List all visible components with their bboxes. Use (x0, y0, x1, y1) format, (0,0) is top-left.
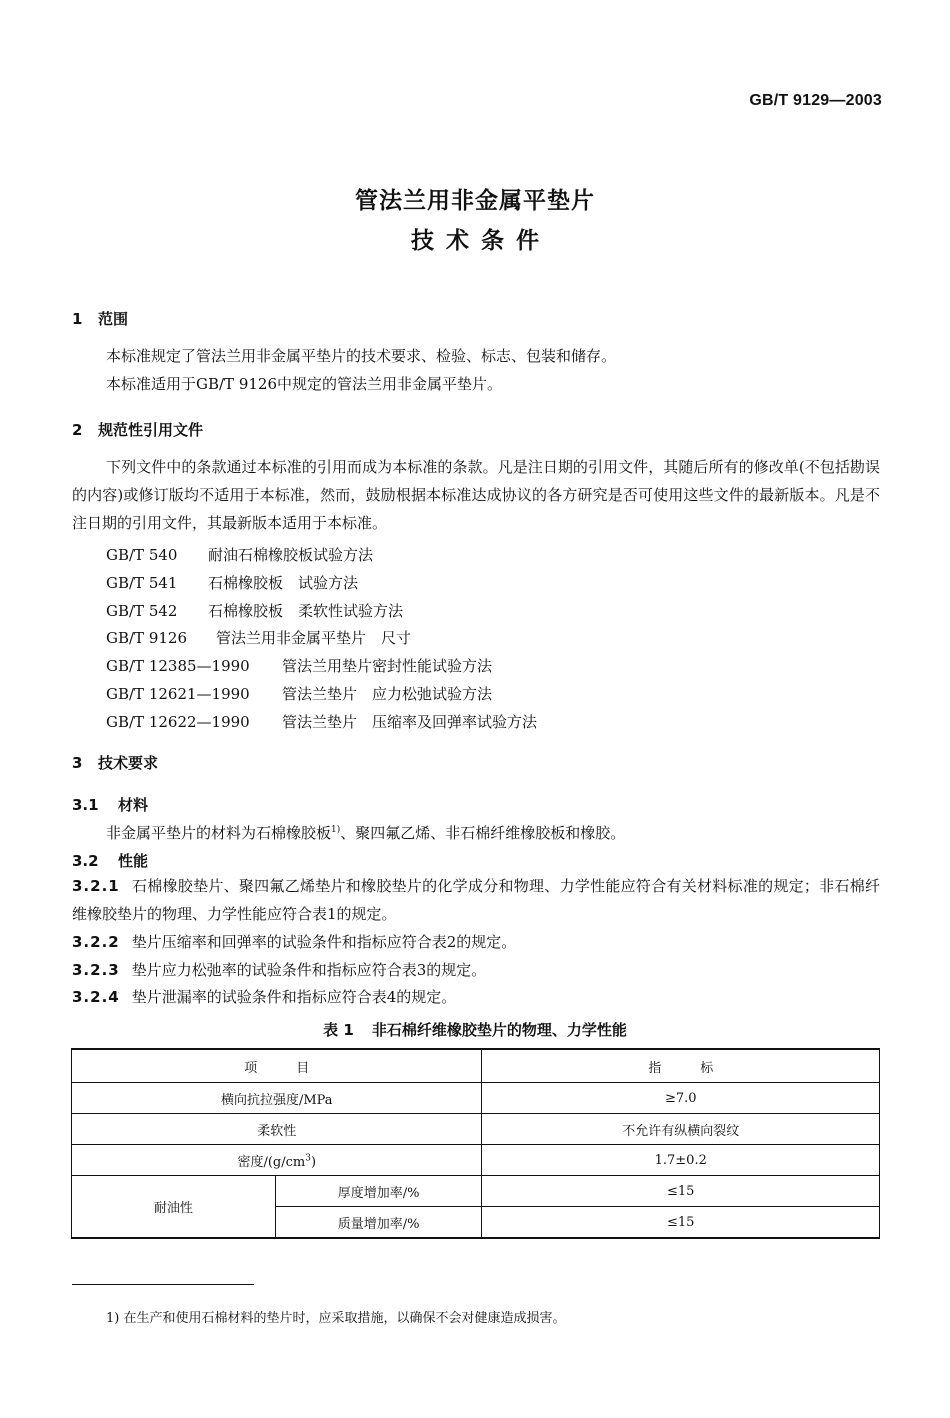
row-value: ≤15 (482, 1176, 880, 1207)
table-row (72, 1145, 880, 1176)
table-title: 非石棉纤维橡胶垫片的物理、力学性能 (371, 1021, 627, 1039)
document-subtitle: 技术条件 (411, 228, 551, 254)
row-item (72, 1145, 482, 1176)
row-item: 横向抗拉强度/MPa (72, 1083, 482, 1114)
density-label-end: ) (310, 1154, 317, 1170)
row-value: 不允许有纵横向裂纹 (482, 1114, 880, 1145)
footnote-marker: 1) (331, 825, 341, 835)
reference-title: 管法兰用非金属平垫片 尺寸 (216, 629, 412, 647)
reference-title: 石棉橡胶板 试验方法 (208, 574, 359, 592)
subsection-3-1-heading (72, 794, 148, 815)
clause-text: 垫片应力松弛率的试验条件和指标应符合表3的规定。 (131, 961, 487, 979)
table-header-row (72, 1049, 880, 1083)
reference-item (106, 544, 373, 565)
clause-3-2-3 (72, 956, 880, 984)
section-2-heading (72, 419, 203, 440)
subsection-3-2-heading (72, 850, 148, 871)
reference-code: GB/T 542 (106, 602, 178, 620)
section-1-paragraph-2: 本标准适用于GB/T 9126中规定的管法兰用非金属平垫片。 (106, 375, 503, 393)
table-row (72, 1114, 880, 1145)
reference-title: 管法兰用垫片密封性能试验方法 (282, 657, 493, 675)
row-item: 柔软性 (72, 1114, 482, 1145)
section-1-heading (72, 308, 128, 329)
reference-item (106, 572, 358, 593)
reference-item (106, 627, 411, 648)
row-value: ≤15 (482, 1207, 880, 1239)
subsection-3-1-text (106, 816, 625, 847)
clause-number: 3.2.1 (72, 877, 120, 895)
table-1-caption (0, 1019, 950, 1040)
reference-code: GB/T 12385—1990 (106, 657, 250, 675)
row-value: 1.7±0.2 (482, 1145, 880, 1176)
section-3-heading (72, 752, 158, 773)
reference-title: 耐油石棉橡胶板试验方法 (208, 546, 374, 564)
table-row (72, 1176, 880, 1207)
standard-code: GB/T 9129—2003 (749, 92, 882, 109)
reference-item (106, 655, 492, 676)
table-row (72, 1083, 880, 1114)
clause-number: 3.2.2 (72, 933, 120, 951)
section-title: 技术要求 (98, 754, 159, 772)
reference-code: GB/T 12621—1990 (106, 685, 250, 703)
table-label: 表 1 (323, 1021, 354, 1039)
column-header-index: 指 标 (482, 1049, 880, 1083)
reference-code: GB/T 540 (106, 546, 178, 564)
section-title: 规范性引用文件 (98, 421, 204, 439)
reference-code: GB/T 12622—1990 (106, 713, 250, 731)
clause-number: 3.2.4 (72, 988, 120, 1006)
reference-item (106, 683, 492, 704)
subsection-number: 3.2 (72, 852, 99, 870)
row-value: ≥7.0 (482, 1083, 880, 1114)
column-header-item: 项 目 (72, 1049, 482, 1083)
reference-title: 管法兰垫片 应力松弛试验方法 (282, 685, 493, 703)
clause-number: 3.2.3 (72, 961, 120, 979)
section-number: 3 (72, 754, 83, 772)
subsection-number: 3.1 (72, 796, 99, 814)
clause-text: 垫片压缩率和回弹率的试验条件和指标应符合表2的规定。 (131, 933, 517, 951)
reference-title: 管法兰垫片 压缩率及回弹率试验方法 (282, 713, 538, 731)
document-title: 管法兰用非金属平垫片 (355, 188, 595, 214)
section-1-paragraph-1: 本标准规定了管法兰用非金属平垫片的技术要求、检验、标志、包装和储存。 (106, 347, 617, 365)
section-number: 2 (72, 421, 83, 439)
section-2-paragraph (72, 453, 880, 537)
row-item: 厚度增加率/% (275, 1176, 482, 1207)
section-title: 范围 (98, 310, 129, 328)
subsection-title: 材料 (118, 796, 149, 814)
clause-3-2-4 (72, 983, 880, 1011)
reference-code: GB/T 541 (106, 574, 178, 592)
table-1 (71, 1048, 880, 1239)
section-number: 1 (72, 310, 83, 328)
clause-text: 垫片泄漏率的试验条件和指标应符合表4的规定。 (131, 988, 457, 1006)
footnote: 1) 在生产和使用石棉材料的垫片时，应采取措施，以确保不会对健康造成损害。 (106, 1311, 566, 1326)
material-text-cont: 、聚四氟乙烯、非石棉纤维橡胶板和橡胶。 (340, 824, 626, 842)
row-group-label: 耐油性 (72, 1176, 276, 1239)
reference-code: GB/T 9126 (106, 629, 188, 647)
section-2-paragraph-text: 下列文件中的条款通过本标准的引用而成为本标准的条款。凡是注日期的引用文件，其随后所有的修改单(不包括勘误的内容)或修订版均不适用于本标准，然而，鼓励根据本标准达成协议的各方研究是否可使用这些文件的最新版本。凡是不注日期的引用文件，其最新版本适用于本标准。 (72, 458, 880, 532)
clause-3-2-1 (72, 872, 880, 928)
footnote-separator (72, 1284, 254, 1285)
subsection-title: 性能 (118, 852, 149, 870)
density-label: 密度/(g/cm (237, 1154, 306, 1170)
clause-text: 石棉橡胶垫片、聚四氟乙烯垫片和橡胶垫片的化学成分和物理、力学性能应符合有关材料标准的规定；非石棉纤维橡胶垫片的物理、力学性能应符合表1的规定。 (72, 877, 880, 923)
material-text: 非金属平垫片的材料为石棉橡胶板 (106, 824, 332, 842)
reference-title: 石棉橡胶板 柔软性试验方法 (208, 602, 404, 620)
clause-3-2-2 (72, 928, 880, 956)
reference-item (106, 600, 403, 621)
density-unit-exponent: 3 (305, 1153, 311, 1164)
reference-item (106, 711, 537, 732)
row-item: 质量增加率/% (275, 1207, 482, 1239)
